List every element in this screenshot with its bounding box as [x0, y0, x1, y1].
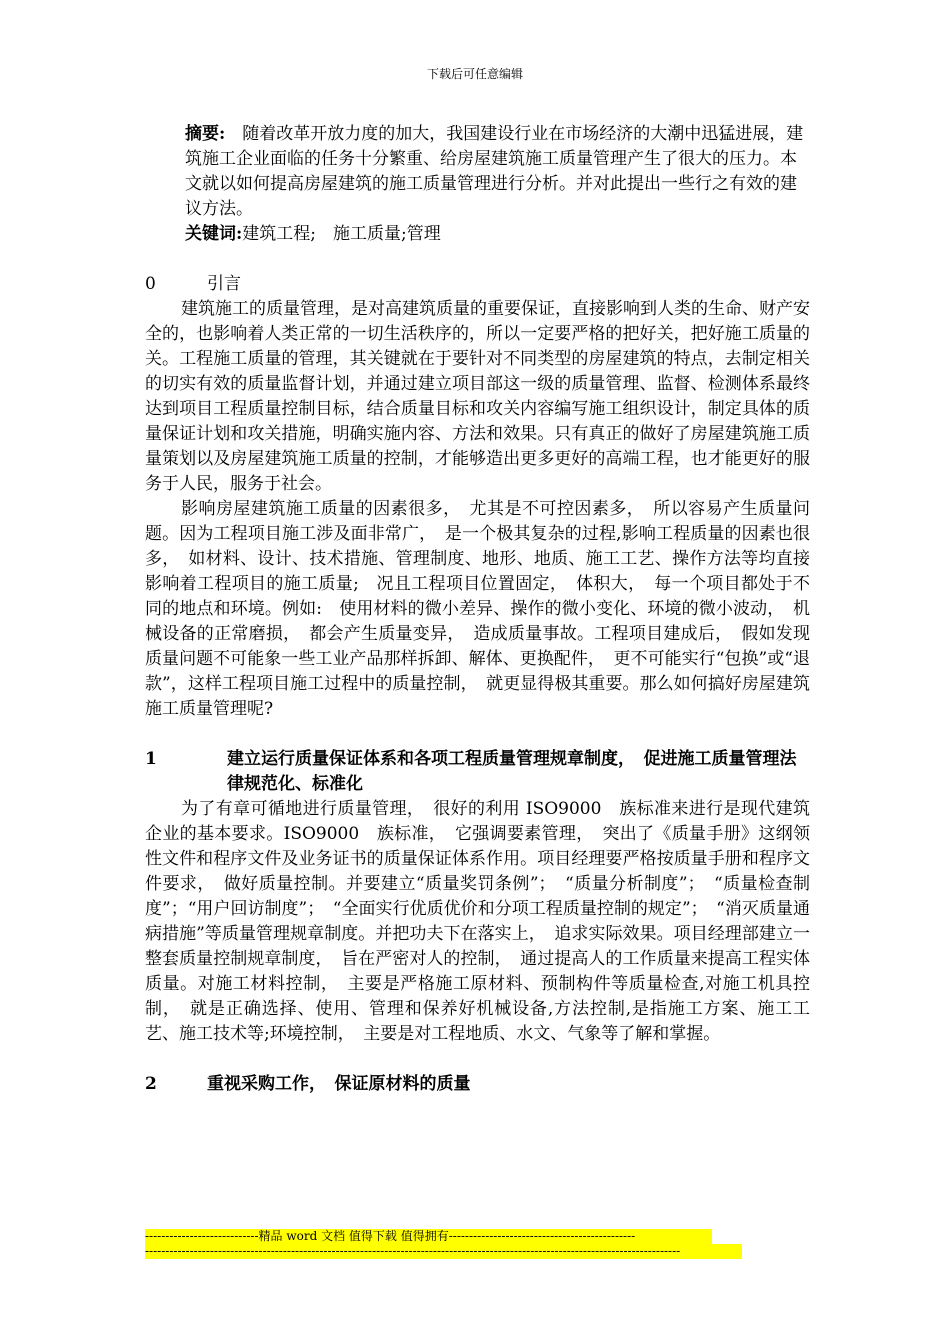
keywords-label: 关键词:	[185, 224, 243, 244]
abstract-label: 摘要:	[185, 124, 226, 144]
page-footer	[145, 1229, 742, 1259]
section-heading-1	[145, 747, 810, 797]
abstract-block	[145, 122, 810, 247]
page-header: 下载后可任意编辑	[426, 67, 523, 81]
keywords-text: 建筑工程; 施工质量;管理	[242, 224, 441, 244]
footer-banner: ----------------------------精品 word 文档 值得下载 值得拥有----------------------------------------------	[145, 1229, 712, 1244]
section-number: 2	[145, 1074, 157, 1094]
section-0-paragraph-1: 建筑施工的质量管理，是对高建筑质量的重要保证，直接影响到人类的生命、财产安全的，也影响着人类正常的一切生活秩序的，所以一定要严格的把好关，把好施工质量的关。工程施工质量的管理，其关键就在于要针对不同类型的房屋建筑的特点，去制定相关的切实有效的质量监督计划，并通过建立项目部这一级的质量管理、监督、检测体系最终达到项目工程质量控制目标，结合质量目标和攻关内容编写施工组织设计，制定具体的质量保证计划和攻关措施，明确实施内容、方法和效果。只有真正的做好了房屋建筑施工质量策划以及房屋建筑施工质量的控制，才能够造出更多更好的高端工程，也才能更好的服务于人民，服务于社会。	[145, 299, 810, 494]
section-title: 引言	[207, 274, 241, 294]
abstract-paragraph	[185, 122, 810, 222]
section-number: 0	[145, 274, 156, 294]
footer-rule: ------------------------------------------------------------------------------------------------------------------------------------	[145, 1244, 742, 1259]
keywords-paragraph	[185, 222, 810, 247]
section-1-paragraph-1: 为了有章可循地进行质量管理， 很好的利用 ISO9000 族标准来进行是现代建筑企业的基本要求。ISO9000 族标准， 它强调要素管理， 突出了《质量手册》这纲领性文件和程序文件及业务证书的质量保证体系作用。项目经理要严格按质量手册和程序文件要求， 做好质量控制。并要建立“质量奖罚条例”； “质量分析制度”； “质量检查制度”；“用户回访制度”； “全面实行优质优价和分项工程质量控制的规定”； “消灭质量通病措施”等质量管理规章制度。并把功夫下在落实上， 追求实际效果。项目经理部建立一整套质量控制规章制度， 旨在严密对人的控制， 通过提高人的工作质量来提高工程实体质量。对施工材料控制， 主要是严格施工原材料、预制构件等质量检查,对施工机具控制， 就是正确选择、使用、管理和保养好机械设备,方法控制,是指施工方案、施工工艺、施工技术等;环境控制， 主要是对工程地质、水文、气象等了解和掌握。	[145, 799, 810, 1044]
section-title: 建立运行质量保证体系和各项工程质量管理规章制度， 促进施工质量管理法律规范化、标准化	[227, 749, 797, 794]
section-number: 1	[145, 749, 157, 769]
abstract-text: 随着改革开放力度的加大，我国建设行业在市场经济的大潮中迅猛进展，建筑施工企业面临的任务十分繁重、给房屋建筑施工质量管理产生了很大的压力。本文就以如何提高房屋建筑的施工质量管理进行分析。并对此提出一些行之有效的建议方法。	[185, 124, 804, 219]
section-heading-0	[145, 272, 810, 297]
section-title: 重视采购工作， 保证原材料的质量	[207, 1074, 471, 1094]
section-heading-2	[145, 1072, 810, 1097]
section-0-paragraph-2: 影响房屋建筑施工质量的因素很多， 尤其是不可控因素多， 所以容易产生质量问题。因为工程项目施工涉及面非常广， 是一个极其复杂的过程,影响工程质量的因素也很多， 如材料、设计、技术措施、管理制度、地形、地质、施工工艺、操作方法等均直接影响着工程项目的施工质量; 况且工程项目位置固定， 体积大， 每一个项目都处于不同的地点和环境。例如: 使用材料的微小差异、操作的微小变化、环境的微小波动， 机械设备的正常磨损， 都会产生质量变异， 造成质量事故。工程项目建成后， 假如发现质量问题不可能象一些工业产品那样拆卸、解体、更换配件， 更不可能实行“包换”或“退款”，这样工程项目施工过程中的质量控制， 就更显得极其重要。那么如何搞好房屋建筑施工质量管理呢?	[145, 499, 810, 719]
document-body	[145, 122, 810, 1097]
